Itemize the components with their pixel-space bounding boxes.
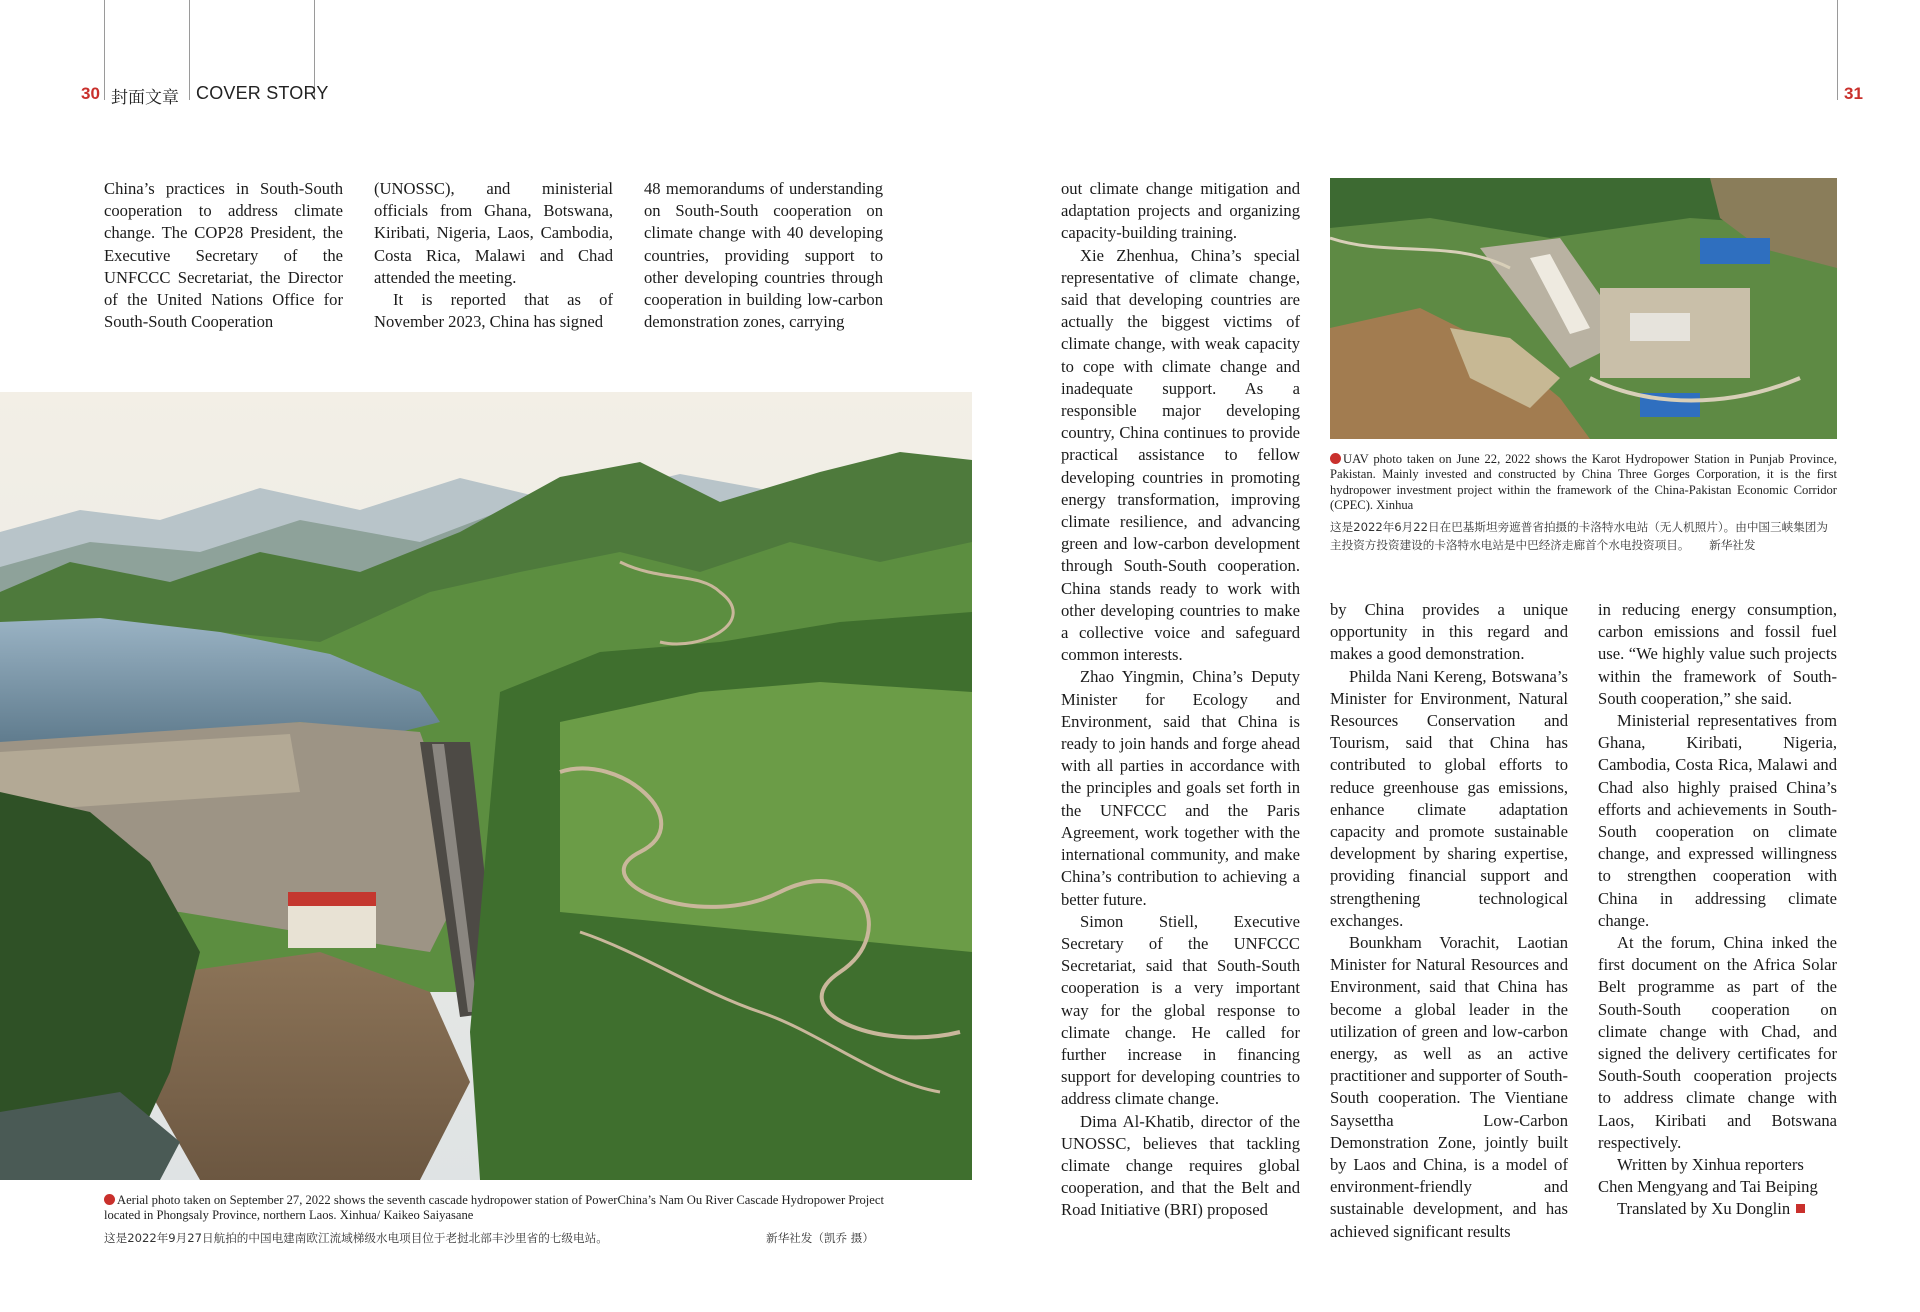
- section-title-cn: 封面文章: [111, 88, 179, 108]
- header-rule-left-a: [104, 0, 105, 100]
- caption-text: Aerial photo taken on September 27, 2022 shows the seventh cascade hydropower station of PowerChina’s Nam Ou River Cascade Hydropower Project located in Phongsaly Province, northern Laos. Xinhua/ Kaikeo Saiyasane: [104, 1193, 884, 1223]
- byline-reporters: Written by Xinhua reporters Chen Mengyang and Tai Beiping: [1598, 1155, 1818, 1197]
- paragraph: (UNOSSC), and ministerial officials from Ghana, Botswana, Kiribati, Nigeria, Laos, Cambodia, Costa Rica, Malawi and Chad attended the meeting.: [374, 179, 613, 287]
- left-column-3: [644, 178, 883, 333]
- caption-credit-cn: 新华社发: [1709, 538, 1756, 552]
- paragraph: out climate change mitigation and adaptation projects and organizing capacity-building training.: [1061, 179, 1300, 243]
- paragraph: China’s practices in South-South cooperation to address climate change. The COP28 President, the Executive Secretary of the UNFCCC Secretariat, the Director of the United Nations Office for South-South Cooperation: [104, 179, 343, 332]
- right-column-2: [1330, 599, 1568, 1243]
- paragraph: Zhao Yingmin, China’s Deputy Minister for Ecology and Environment, said that China is ready to join hands and forge ahead with all parties in accordance with the principles and goals set forth in the UNFCCC and the Paris Agreement, work together with the international community, and make China’s contribution to achieving a better future.: [1061, 667, 1300, 909]
- header-rule-left-b: [189, 0, 190, 100]
- right-column-3: [1598, 599, 1837, 1221]
- caption-credit-cn: 新华社发（凯乔 摄）: [765, 1231, 874, 1245]
- paragraph: At the forum, China inked the first document on the Africa Solar Belt programme as part of the South-South cooperation on climate change with Chad, and signed the delivery certificates for South-South cooperation projects to address climate change with Laos, Kiribati and Botswana respectively.: [1598, 933, 1837, 1152]
- hydropower-photo-laos: [0, 392, 972, 1180]
- left-page-number: 30: [81, 84, 100, 103]
- paragraph: Ministerial representatives from Ghana, Kiribati, Nigeria, Cambodia, Costa Rica, Malawi and Chad also highly praised China’s efforts and achievements in South-South cooperation on climate change, and expressed willingness to strengthen cooperation with China in addressing climate change.: [1598, 711, 1837, 930]
- paragraph: Phildа Nani Kereng, Botswana’s Minister for Environment, Natural Resources Conservation and Tourism, said that China has contributed to global efforts to reduce greenhouse gas emissions, enhance climate adaptation capacity and promote sustainable development by sharing expertise, providing financial support and strengthening technological exchanges.: [1330, 666, 1568, 930]
- translator-text: Translated by Xu Donglin: [1617, 1199, 1791, 1219]
- paragraph: in reducing energy consumption, carbon emissions and fossil fuel use. “We highly value such projects within the framework of South-South cooperation,” she said.: [1598, 600, 1837, 708]
- camera-icon: [1330, 453, 1341, 464]
- paragraph: by China provides a unique opportunity in this regard and makes a good demonstration.: [1330, 600, 1568, 664]
- paragraph: Xie Zhenhua, China’s special representative of climate change, said that developing countries are actually the biggest victims of climate change, with weak capacity to cope with climate change and inadequate support. As a responsible major developing country, China continues to provide practical assistance to fellow developing countries in promoting energy transformation, improving climate resilience, and advancing green and low-carbon development through South-South cooperation. China stands ready to work with other developing countries to make a collective voice and safeguard common interests.: [1061, 245, 1300, 665]
- karot-illustration: [1330, 178, 1837, 439]
- paragraph: It is reported that as of November 2023, China has signed: [374, 290, 613, 332]
- byline-translator: [1598, 1198, 1837, 1220]
- caption-text: UAV photo taken on June 22, 2022 shows the Karot Hydropower Station in Punjab Province, Pakistan. Mainly invested and constructed by China Three Gorges Corporation, it is the first hydropower investment project within the framework of the China-Pakistan Economic Corridor (CPEC). Xinhua: [1330, 452, 1837, 513]
- left-column-2: [374, 178, 613, 333]
- karot-hydropower-photo: [1330, 178, 1837, 439]
- left-photo-caption-cn: [104, 1229, 884, 1247]
- right-photo-caption-en: [1330, 452, 1837, 514]
- paragraph: Bounkham Vorachit, Laotian Minister for Natural Resources and Environment, said that China has become a global leader in the utilization of green and low-carbon energy, as well as an active practitioner and supporter of South-South cooperation. The Vientiane Saysettha Low-Carbon Demonstration Zone, jointly built by Laos and China, is a model of environment-friendly and sustainable development, and has achieved significant results: [1330, 933, 1568, 1241]
- left-column-1: [104, 178, 343, 333]
- landscape-illustration: [0, 392, 972, 1180]
- section-title-en: COVER STORY: [196, 83, 329, 103]
- caption-text-cn: 这是2022年9月27日航拍的中国电建南欧江流域梯级水电项目位于老挝北部丰沙里省的七级电站。: [104, 1231, 608, 1245]
- right-column-1: [1061, 178, 1300, 1222]
- right-photo-caption-cn: [1330, 518, 1837, 554]
- paragraph: Simon Stiell, Executive Secretary of the UNFCCC Secretariat, said that South-South cooperation is a very important way for the global response to climate change. He called for further increase in financing support for developing countries to address climate change.: [1061, 911, 1300, 1109]
- left-photo-caption-en: [104, 1193, 884, 1224]
- paragraph: Dima Al-Khatib, director of the UNOSSC, believes that tackling climate change requires global cooperation, and that the Belt and Road Initiative (BRI) proposed: [1061, 1111, 1300, 1220]
- caption-text-cn: 这是2022年6月22日在巴基斯坦旁遮普省拍摄的卡洛特水电站（无人机照片）。由中国三峡集团为主投资方投资建设的卡洛特水电站是中巴经济走廊首个水电投资项目。: [1330, 520, 1828, 552]
- end-mark-icon: [1796, 1204, 1805, 1213]
- header-rule-right: [1837, 0, 1838, 100]
- paragraph: 48 memorandums of understanding on South-South cooperation on climate change with 40 developing countries, providing support to other developing countries through cooperation in building low-carbon demonstration zones, carrying: [644, 179, 883, 332]
- camera-icon: [104, 1194, 115, 1205]
- right-page-number: 31: [1844, 84, 1863, 103]
